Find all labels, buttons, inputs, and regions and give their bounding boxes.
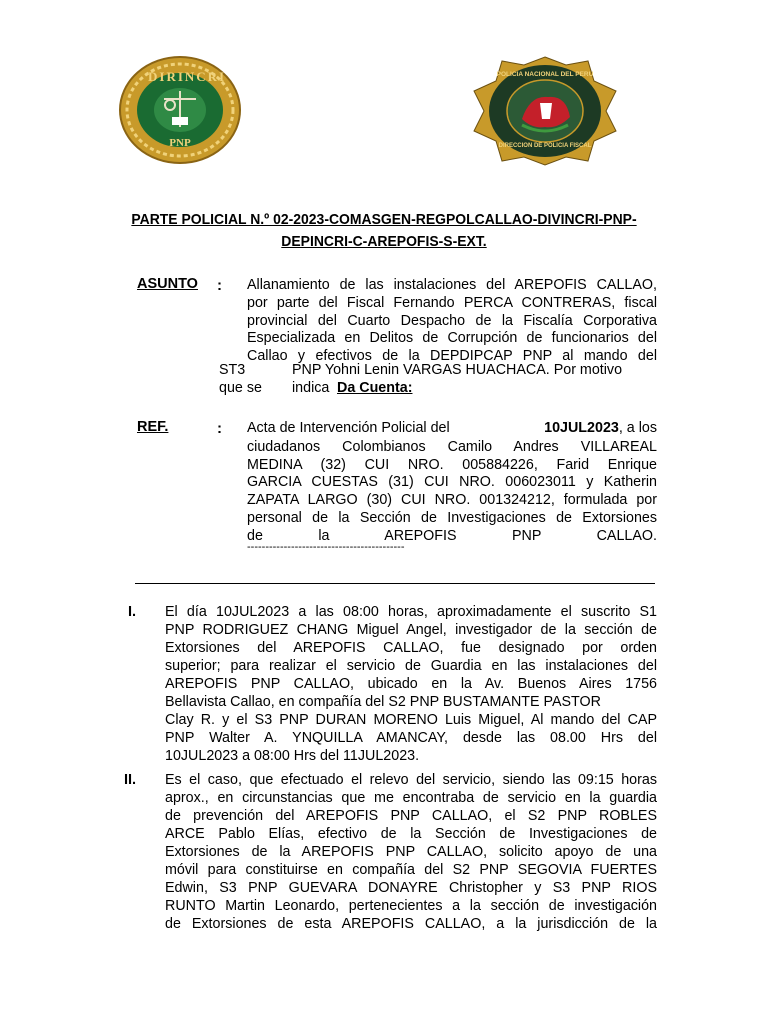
ref-line: de la AREPOFIS PNP CALLAO. [247, 527, 657, 544]
section-body [165, 771, 657, 933]
section-divider [135, 583, 655, 584]
ref-colon: : [217, 420, 222, 437]
section-line: de prevención del AREPOFIS PNP CALLAO, el S2 PNP ROBLES [165, 808, 657, 824]
ref-date: 10JUL2023 [544, 420, 619, 436]
section-line: RUNTO Martin Leonardo, pertenecientes a la sección de investigación [165, 898, 657, 914]
section-line: Clay R. y el S3 PNP DURAN MORENO Luis Miguel, Al mando del CAP [165, 712, 657, 728]
section-line: Bellavista Callao, en compañía del S2 PNP BUSTAMANTE PASTOR [165, 694, 601, 710]
ref-line1-end-group [544, 420, 657, 437]
report-title-line1: PARTE POLICIAL N.º 02-2023-COMASGEN-REGPOLCALLAO-DIVINCRI-PNP- [131, 211, 637, 228]
ref-text [247, 439, 657, 545]
section-line: PNP RODRIGUEZ CHANG Miguel Angel, investigador de la sección de [165, 622, 657, 638]
pnp-policia-fiscal-logo [470, 55, 620, 167]
dirincri-logo [118, 55, 242, 165]
section-line: AREPOFIS PNP CALLAO, ubicado en la Av. Buenos Aires 1756 [165, 676, 657, 692]
section-line: de Extorsiones de esta AREPOFIS CALLAO, a la jurisdicción de la [165, 916, 657, 932]
asunto-line6-start: ST3 [219, 362, 246, 378]
section-number: I. [128, 604, 137, 620]
asunto-colon: : [217, 277, 222, 294]
ref-line: ZAPATA LARGO (30) CUI NRO. 001324212, formulada por [247, 492, 657, 509]
section-line: Extorsiones de la AREPOFIS PNP CALLAO, solicito apoyo de una [165, 844, 657, 860]
pnp-logo-top-text: POLICIA NACIONAL DEL PERU [496, 71, 594, 78]
section-line: PNP Walter A. YNQUILLA AMANCAY, desde las 08.00 Hrs del [165, 730, 657, 746]
ref-line: GARCIA CUESTAS (31) CUI NRO. 006023011 y Katherin [247, 474, 657, 491]
asunto-line: Callao y efectivos de la DEPDIPCAP PNP al mando del [247, 348, 657, 365]
asunto-text [247, 277, 657, 366]
section-line: Edwin, S3 PNP GUEVARA DONAYRE Christopher y S3 PNP RIOS [165, 880, 657, 896]
ref-line: MEDINA (32) CUI NRO. 005884226, Farid Enrique [247, 456, 657, 473]
section-line: Extorsiones del AREPOFIS CALLAO, fue designado por orden [165, 640, 657, 656]
section-line: superior; para realizar el servicio de Guardia en las instalaciones del [165, 658, 657, 674]
ref-line: ciudadanos Colombianos Camilo Andres VILLAREAL [247, 439, 657, 455]
pnp-logo-bottom-text: DIRECCION DE POLICIA FISCAL [498, 143, 592, 149]
asunto-line: Allanamiento de las instalaciones del AREPOFIS CALLAO, [247, 277, 657, 293]
ref-line1-start: Acta de Intervención Policial del [247, 420, 450, 436]
ref-line: personal de la Sección de Investigaciones de Extorsiones [247, 509, 657, 526]
asunto-line: provincial del Cuarto Despacho de la Fiscalía Corporativa [247, 312, 657, 329]
section-body [165, 603, 657, 765]
section-line: 10JUL2023 a 08:00 Hrs del 11JUL2023. [165, 748, 420, 764]
asunto-line6-end: PNP Yohni Lenin VARGAS HUACHACA. Por motivo [292, 362, 623, 378]
section-number: II. [124, 772, 137, 788]
asunto-line: por parte del Fiscal Fernando PERCA CONTRERAS, fiscal [247, 294, 657, 311]
asunto-label: ASUNTO [137, 276, 198, 292]
section-line: ARCE Pablo Elías, efectivo de la Sección de Investigaciones de [165, 826, 657, 842]
da-cuenta-label: Da Cuenta: [337, 380, 413, 396]
ref-dashes: ------------------------------------------- [247, 541, 405, 553]
section-line: móvil para constituirse en compañía del S2 PNP SEGOVIA FUERTES [165, 862, 657, 878]
dirincri-logo-name: DIRINCRI [148, 69, 227, 84]
section-line: aprox., en circunstancias que me encontraba de servicio en la guardia [165, 790, 657, 806]
dirincri-logo-sub: PNP [169, 137, 191, 149]
ref-line1-tail: , a los [618, 420, 657, 436]
ref-label: REF. [137, 419, 169, 435]
asunto-line7-mid: indica [292, 380, 330, 396]
ref-first-line [247, 420, 657, 437]
section-line: Es el caso, que efectuado el relevo del servicio, siendo las 09:15 horas [165, 772, 657, 788]
section-line: El día 10JUL2023 a las 08:00 horas, aproximadamente el suscrito S1 [165, 604, 657, 620]
asunto-line7-start: que se [219, 380, 262, 396]
asunto-line: Especializada en Delitos de Corrupción de funcionarios del [247, 330, 657, 347]
report-title-line2: DEPINCRI-C-AREPOFIS-S-EXT. [281, 233, 487, 250]
